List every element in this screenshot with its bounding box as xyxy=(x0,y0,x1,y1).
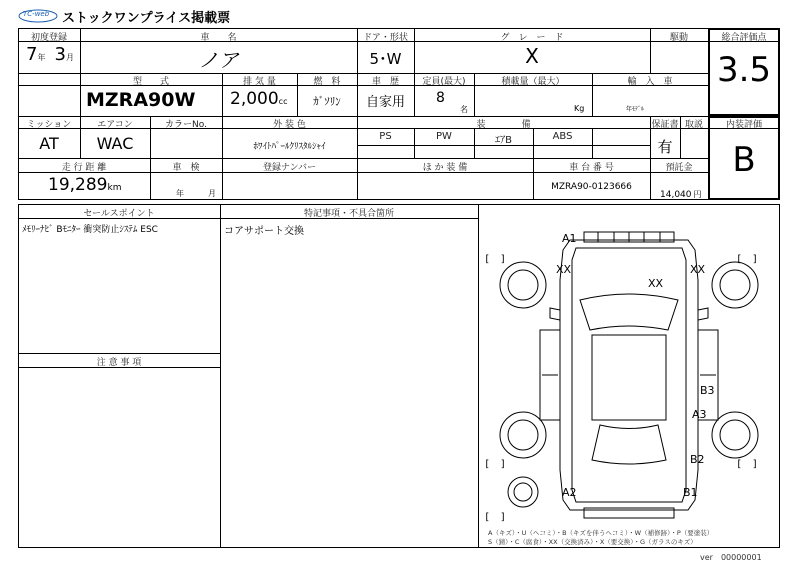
interior-label: 内装評価 xyxy=(725,120,762,130)
mark-a1: A1 xyxy=(562,232,577,245)
drive-label: 駆動 xyxy=(669,33,688,43)
mark-xx-right: XX xyxy=(690,263,706,276)
mileage-value: 19,289km xyxy=(48,175,122,195)
notes-text: コアサポート交換 xyxy=(224,226,304,237)
caution-label: 注 意 事 項 xyxy=(96,358,142,368)
bracket-front-right: [ ] xyxy=(736,254,759,265)
other-equipment-label: ほ か 装 備 xyxy=(422,163,468,173)
equipment-airbag: ｴｱB xyxy=(495,135,512,146)
bracket-rear-right: [ ] xyxy=(736,459,759,470)
mark-xx-center: XX xyxy=(648,277,664,290)
equipment-label: 装 備 xyxy=(476,120,531,130)
mission-label: ミッション xyxy=(26,120,72,130)
sales-points-label: セールスポイント xyxy=(83,209,155,219)
bracket-spare: [ ] xyxy=(484,512,507,523)
model-value: MZRA90W xyxy=(86,89,196,111)
mission-value: AT xyxy=(39,134,59,153)
capacity-label: 定員(最大) xyxy=(422,77,466,87)
legend-line-2: S（錆）・C（腐食）・XX（交換済み）・X（要交換）・G（ガラスのキズ） xyxy=(488,538,697,546)
bracket-rear-left: [ ] xyxy=(484,459,507,470)
import-label: 輸 入 車 xyxy=(627,77,673,87)
mark-b3: B3 xyxy=(700,384,715,397)
manual-label: 取説 xyxy=(684,120,703,130)
door-shape-value: 5･W xyxy=(369,50,402,68)
version-label: ver 00000001 xyxy=(700,553,762,562)
aircon-label: エアコン xyxy=(97,120,133,130)
equipment-ps: PS xyxy=(379,131,392,142)
sales-points-text: ﾒﾓﾘｰﾅﾋﾞ Bﾓﾆﾀｰ 衝突防止ｼｽﾃﾑ ESC xyxy=(22,225,158,235)
door-shape-label: ドア・形状 xyxy=(363,33,408,43)
notes-label: 特記事項・不具合箇所 xyxy=(303,209,394,219)
car-name-value: ノア xyxy=(198,48,239,72)
exterior-value: ﾎﾜｲﾄﾊﾟｰﾙｸﾘｽﾀﾙｼｬｲ xyxy=(253,142,326,152)
overall-label: 総合評価点 xyxy=(721,33,767,43)
history-value: 自家用 xyxy=(365,95,405,110)
load-label: 積載量（最大） xyxy=(501,77,565,87)
chassis-value: MZRA90-0123666 xyxy=(551,182,632,192)
grade-label: グ レ ー ド xyxy=(500,33,564,43)
mark-a3: A3 xyxy=(692,408,707,421)
plate-label: 登録ナンバー xyxy=(263,163,316,173)
history-label: 車 歴 xyxy=(371,77,399,87)
mileage-label: 走 行 距 離 xyxy=(61,163,107,173)
model-label: 型 式 xyxy=(132,77,169,87)
mark-b2: B2 xyxy=(690,453,705,466)
capacity-unit: 名 xyxy=(460,105,468,114)
page-title: ストックワンプライス掲載票 xyxy=(62,11,231,26)
bracket-front-left: [ ] xyxy=(484,254,507,265)
grade-value: X xyxy=(525,44,539,68)
mark-b1: B1 xyxy=(683,486,698,499)
warranty-label: 保証書 xyxy=(651,120,679,130)
inspection-year-unit: 年 xyxy=(176,189,184,198)
mark-a2: A2 xyxy=(562,486,577,499)
displacement-value: 2,000cc xyxy=(230,89,288,109)
mark-xx-left: XX xyxy=(556,263,572,276)
fuel-value: ｶﾞｿﾘﾝ xyxy=(313,95,341,108)
recycle-label: 預託金 xyxy=(665,163,693,173)
first-reg-value: 7年 3月 xyxy=(26,44,74,65)
color-no-label: カラーNo. xyxy=(165,120,207,130)
interior-score: B xyxy=(732,140,756,180)
warranty-value: 有 xyxy=(657,138,673,156)
overall-score: 3.5 xyxy=(716,50,772,90)
legend-line-1: A（キズ）・U（ヘコミ）・B（キズを伴うヘコミ）・W（補修跡）・P（要塗装） xyxy=(488,529,714,537)
capacity-value: 8 xyxy=(436,90,445,106)
logo: TC-web xyxy=(18,8,58,22)
inspection-month-unit: 月 xyxy=(208,189,216,198)
aircon-value: WAC xyxy=(96,134,134,153)
fuel-label: 燃 料 xyxy=(313,77,341,87)
equipment-pw: PW xyxy=(436,131,452,142)
first-reg-label: 初度登録 xyxy=(30,33,67,43)
exterior-label: 外 装 色 xyxy=(273,120,306,130)
displacement-label: 排 気 量 xyxy=(243,77,276,87)
import-year-label: 年ﾓﾃﾞﾙ xyxy=(626,106,645,113)
car-body-diagram xyxy=(480,220,778,530)
equipment-abs: ABS xyxy=(552,131,573,142)
inspection-label: 車 検 xyxy=(172,163,200,173)
car-name-label: 車 名 xyxy=(200,33,237,43)
recycle-value: 14,040 円 xyxy=(660,190,702,200)
load-unit: Kg xyxy=(574,104,585,113)
chassis-label: 車 台 番 号 xyxy=(569,163,614,173)
